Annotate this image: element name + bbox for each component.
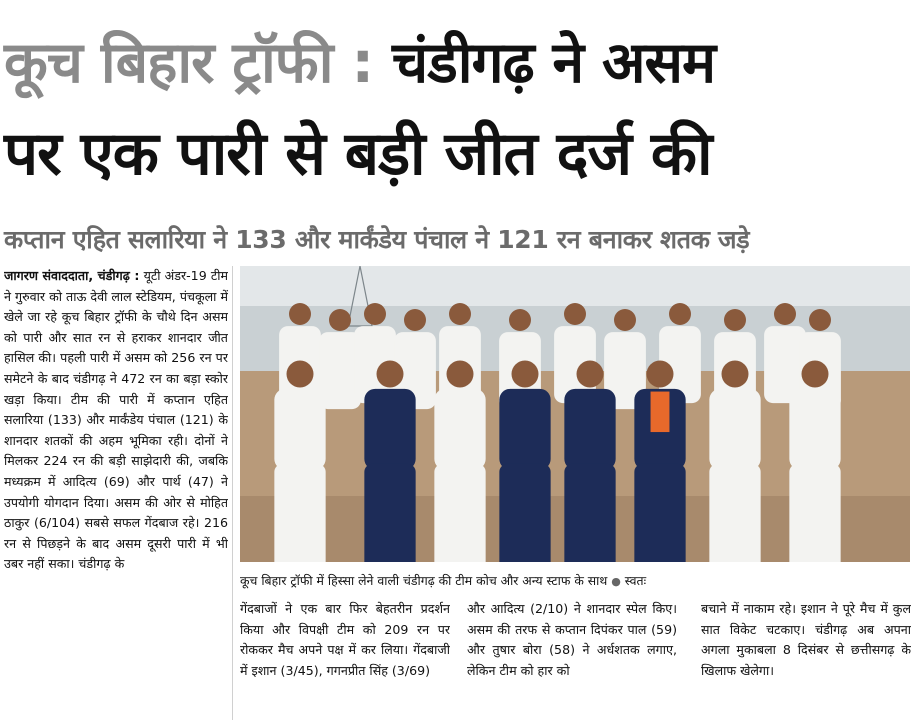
headline-main: चंडीगढ़ ने असम [392, 30, 716, 96]
seated-member [789, 361, 840, 563]
headline-separator: : [332, 30, 392, 96]
article-column-1 [4, 266, 228, 718]
seated-member [364, 361, 415, 563]
seated-member [634, 361, 685, 563]
team-photo-illustration [240, 266, 910, 562]
credit-marker-icon: ● [611, 575, 621, 588]
seated-member [499, 361, 550, 563]
seated-member [434, 361, 485, 563]
photo-credit: स्वतः [624, 573, 647, 588]
headline-kicker: कूच बिहार ट्रॉफी [4, 30, 333, 96]
article-column-4: बचाने में नाकाम रहे। इशान ने पूरे मैच में कुल सात विकेट चटकाए। चंडीगढ़ अब अपना अगला मुकाबला 8 दिसंबर से छत्तीसगढ़ के खिलाफ खेलेगा। [701, 601, 911, 678]
subheadline: कप्तान एहित सलारिया ने 133 और मार्कंडेय पंचाल ने 121 रन बनाकर शतक जड़े [4, 225, 750, 254]
team-photo [240, 266, 910, 562]
article-column-2: गेंदबाजों ने एक बार फिर बेहतरीन प्रदर्शन किया और विपक्षी टीम को 209 रन पर रोककर मैच अपने पक्ष में कर लिया। गेंदबाजी में इशान (3/45), गगनप्रीत सिंह (3/69) [240, 601, 450, 678]
photo-caption [240, 570, 910, 592]
byline: जागरण संवाददाता, चंडीगढ़ : [4, 268, 140, 283]
headline-line-2: पर एक पारी से बड़ी जीत दर्ज की [4, 119, 712, 189]
seated-member [564, 361, 615, 563]
seated-member [274, 361, 325, 563]
article-column-3: और आदित्य (2/10) ने शानदार स्पेल किए। असम की तरफ से कप्तान दिपंकर पाल (59) और तुषार बोरा (58) ने अर्धशतक लगाए, लेकिन टीम को हार को [467, 601, 677, 678]
column-divider [232, 266, 233, 720]
caption-text: कूच बिहार ट्रॉफी में हिस्सा लेने वाली चंडीगढ़ की टीम कोच और अन्य स्टाफ के साथ [240, 573, 608, 588]
headline-line-1 [4, 22, 914, 104]
article-text-1: यूटी अंडर-19 टीम ने गुरुवार को ताऊ देवी लाल स्टेडियम, पंचकूला में खेले जा रहे कूच बिहार ट्रॉफी के चौथे दिन असम को पारी और सात रन से हराकर शानदार जीत हासिल की। पहली पारी में असम को 256 रन पर समेटने के बाद चंडीगढ़ ने 472 रन का बड़ा स्कोर खड़ा किया। टीम की पारी में कप्तान एहित सलारिया (133) और मार्कंडेय पंचाल (121) के शानदार शतकों की अहम भूमिका रही। दोनों ने मिलकर 224 रन की बड़ी साझेदारी की, जबकि मध्यक्रम में आदित्य (69) और पार्थ (47) ने उपयोगी योगदान दिया। असम की ओर से मोहित ठाकुर (6/104) सबसे सफल गेंदबाज रहे। 216 रन से पिछड़ने के बाद असम दूसरी पारी में भी उबर नहीं सका। चंडीगढ़ के [4, 268, 228, 572]
seated-member [709, 361, 760, 563]
